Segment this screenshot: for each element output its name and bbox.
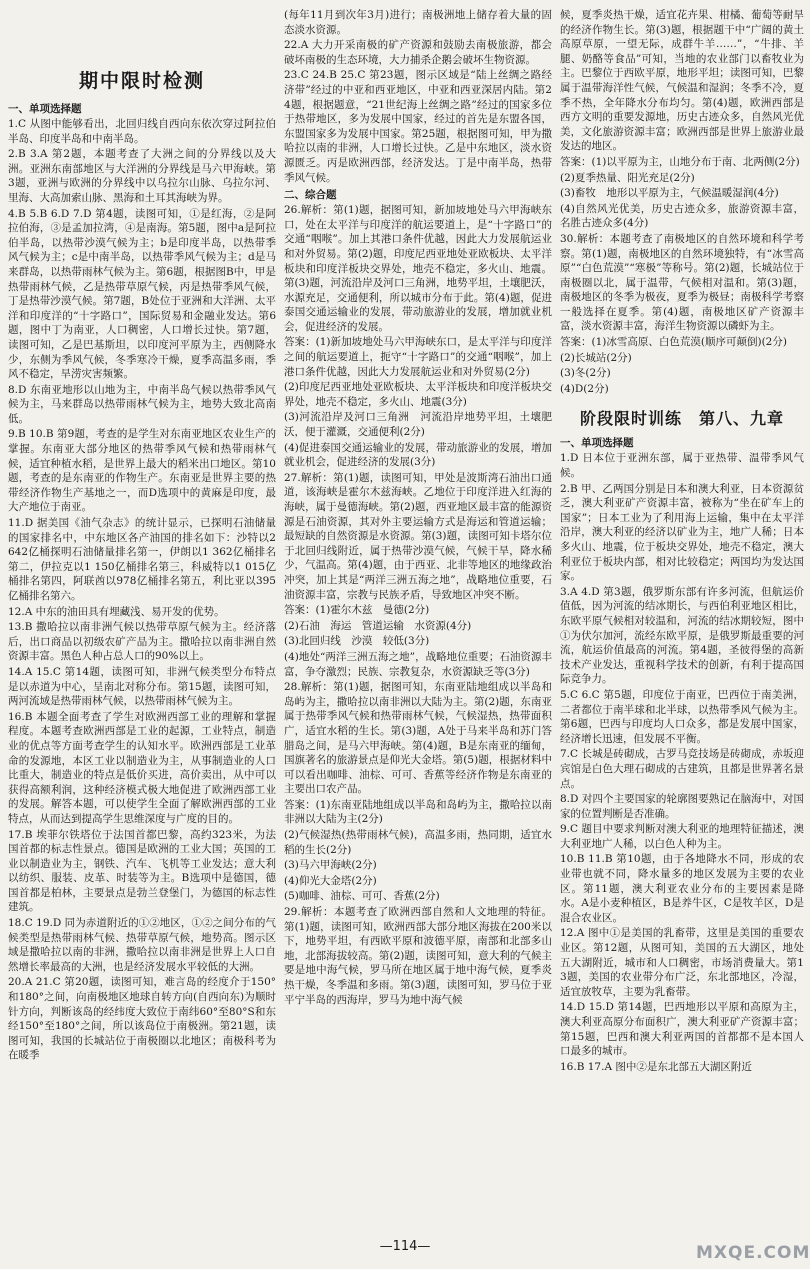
answer-paragraph: (2)气候湿热(热带雨林气候)，高温多雨，热同期，适宜水稻的生长(2分)	[284, 829, 552, 856]
answer-paragraph: (3)冬(2分)	[560, 367, 611, 380]
answer-paragraph: 3.A 4.D 第3题，俄罗斯东部有许多河流，但航运价值低，因为河流的结冰期长，与西伯利亚地区相比，东欧平原气候相对较温和，河流的结冰期较短，图中①为伏尔加河，流经东欧平原，是俄罗斯最重要的河流，航运价值最高的河流。第4题，圣彼得堡的高新技术产业发达，重视科学技术的创新，有利于提高国际竞争力。	[560, 585, 804, 686]
column-2-paragraphs	[284, 8, 552, 185]
answer-paragraph: 候，夏季炎热干燥，适宜花卉果、柑橘、葡萄等耐旱的经济作物生长。第(3)题，根据题干中“广阔的黄土高原草原，一望无际，成群牛羊……”，“牛排、羊腿、奶酪等食品”可知，当地的农业部门以畜牧业为主。巴黎位于西欧平原，地形平坦；读图可知，巴黎属于温带海洋性气候，气候温和湿润；冬季不冷，夏季不热，全年降水分布均匀。第(4)题，欧洲西部是西方文明的重要发源地，历史古迹众多，自然风光优美，文化旅游资源丰富；欧洲西部是世界上旅游业最发达的地区。	[560, 9, 804, 153]
stage-training-title: 阶段限时训练 第八、九章	[579, 409, 784, 429]
answer-paragraph: (5)咖啡、油棕、可可、香蕉(2分)	[284, 890, 440, 903]
answer-paragraph: 7.C 长城是砖砌成，古罗马竞技场是砖砌成，赤坂迎宾馆是白色大理石砌成的古建筑，且都是世界著名景点。	[560, 748, 804, 790]
answer-paragraph: 2.B 甲、乙两国分别是日本和澳大利亚，日本资源贫乏，澳大利亚矿产资源丰富，被称为“坐在矿车上的国家”；日本工业为了利用海上运输，集中在太平洋沿岸，澳大利亚的经济以矿业为主，地广人稀；日本多火山、地震，位于板块交界处，地壳不稳定，澳大利亚位于板块内部，相对比较稳定；两国均为发达国家。	[560, 482, 804, 583]
column-3	[560, 8, 804, 1233]
column-2-paragraphs-2	[284, 203, 552, 1007]
answer-paragraph: 5.C 6.C 第5题，印度位于南亚，巴西位于南美洲，二者都位于南半球和北半球，以热带季风气候为主。第6题，巴西与印度均人口众多，都是发展中国家，经济增长迅速，但发展不平衡。	[560, 688, 804, 745]
answer-paragraph: 12.A 图中①是美国的乳畜带，这里是美国的重要农业区。第12题，从图可知，美国的五大湖区，地处五大湖附近，城市和人口稠密，市场消费量大。第13题，美国的农业带分布广泛，东北部地区，冷湿，适宜放牧草，主要为乳畜带。	[560, 927, 804, 998]
answer-paragraph: 16.B 17.A 图中②是东北部五大湖区附近	[560, 1060, 752, 1073]
answer-paragraph: 26.解析：第(1)题，据图可知，新加坡地处马六甲海峡东口，处在太平洋与印度洋的航运要道上，是“十字路口”的交通“咽喉”。加上其港口条件优越，因此大力发展航运业和对外贸易。第(2)题，印度尼西亚地处亚欧板块、太平洋板块和印度洋板块交界处，地壳不稳定，多火山、地震。第(3)题，河流沿岸及河口三角洲，地势平坦，土壤肥沃，水源充足，交通便利，所以城市分布于此。第(4)题，促进泰国交通运输业的发展，带动旅游业的发展，增加就业机会，促进经济的发展。	[284, 204, 552, 333]
answer-paragraph: 18.C 19.D 同为赤道附近的①②地区，①②之间分布的气候类型是热带雨林气候、热带草原气候，地势高。图示区域是撒哈拉以南的非洲，撒哈拉以南非洲是世界上人口自然增长率最高的大洲，也是经济发展水平较低的大洲。	[8, 917, 276, 973]
answer-paragraph: 28.解析：第(1)题，据图可知，东南亚陆地组成以半岛和岛屿为主，撒哈拉以南非洲以大陆为主。第(2)题，东南亚属于热带季风气候和热带雨林气候，气候湿热，热带面积广，适宜水稻的生长。第(3)题，A处于马来半岛和苏门答腊岛之间，是马六甲海峡。第(4)题，B是东南亚的缅甸，国旗著名的旅游景点是仰光大金塔。第(5)题，根据材料中可以看出咖啡、油棕、可可、香蕉等经济作物是东南亚的主要出口农产品。	[284, 681, 552, 796]
page-number: —114—	[379, 1239, 431, 1254]
midterm-test-title: 期中限时检测	[78, 70, 205, 92]
answer-paragraph: (4)自然风光优美，历史古迹众多，旅游资源丰富，名胜古迹众多(4分)	[560, 202, 804, 230]
answer-paragraph: 答案：(1)以平原为主，山地分布于南、北两侧(2分)	[560, 155, 800, 168]
answer-paragraph: 30.解析：本题考查了南极地区的自然环境和科学考察。第(1)题，南极地区的自然环境独特，有“冰雪高原”“白色荒漠”“寒极”等称号。第(2)题，长城站位于南极圈以北，属于温带，气候相对温和。第(3)题，南极地区的冬季为极夜，夏季为极昼；南极科学考察一般选择在夏季。第(4)题，南极地区矿产资源丰富，淡水资源丰富，海洋生物资源以磷虾为主。	[560, 232, 804, 333]
answer-paragraph: 9.C 题目中要求判断对澳大利亚的地理特征描述，澳大利亚地广人稀，以白色人种为主。	[560, 823, 804, 850]
column-3-paragraphs-2	[560, 451, 804, 1074]
answer-paragraph: 22.A 大力开采南极的矿产资源和鼓励去南极旅游，都会破坏南极的生态环境，大力捕杀企鹅会破坏生物资源。	[284, 39, 552, 66]
column-1	[8, 8, 280, 1233]
section-heading-choice: 一、单项选择题	[8, 103, 82, 115]
answer-paragraph: (4)地处“两洋三洲五海之地”，战略地位重要；石油资源丰富，争夺激烈；民族、宗教复杂，水资源缺乏等(3分)	[284, 650, 552, 678]
column-2	[284, 8, 552, 1233]
answer-paragraph: 12.A 中东的油田具有埋藏浅、易开发的优势。	[8, 605, 225, 618]
answer-paragraph: 14.D 15.D 第14题，巴西地形以平原和高原为主，澳大利亚高原分布面积广，澳大利亚矿产资源丰富；第15题，巴西和澳大利亚两国的首都都不是本国人口最多的城市。	[560, 1001, 804, 1058]
answer-paragraph: (2)石油 海运 管道运输 水资源(4分)	[284, 619, 472, 632]
answer-paragraph: 答案：(1)冰雪高原、白色荒漠(顺序可颠倒)(2分)	[560, 336, 787, 349]
answer-paragraph: (3)畜牧 地形以平原为主，气候温暖湿润(4分)	[560, 187, 779, 200]
answer-paragraph: 2.B 3.A 第2题，本题考查了大洲之间的分界线以及大洲。亚洲东南部地区与大洋洲的分界线是马六甲海峡。第3题，亚洲与欧洲的分界线中以乌拉尔山脉、乌拉尔河、里海、大高加索山脉、黑海和土耳其海峡为界。	[8, 148, 276, 204]
answer-paragraph: 23.C 24.B 25.C 第23题，图示区域是“陆上丝绸之路经济带”经过的中亚和西亚地区，中亚和西亚深居内陆。第24题，根据题意，“21世纪海上丝绸之路”经过的国家多位于热带地区，多为发展中国家，经过的首先是东盟各国，东盟国家多为发展中国家。第25题，根据图可知，甲为撒哈拉以南的非洲，人口增长过快。乙是中东地区，淡水资源匮乏。丙是欧洲西部，经济发达。丁是中南半岛，热带季风气候。	[284, 69, 552, 184]
answer-paragraph: 8.D 东南亚地形以山地为主，中南半岛气候以热带季风气候为主，马来群岛以热带雨林气候为主，地势大致北高南低。	[8, 383, 276, 425]
answer-paragraph: (3)河流沿岸及河口三角洲 河流沿岸地势平坦，土壤肥沃，便于灌溉，交通便利(2分)	[284, 411, 552, 439]
answer-paragraph: 27.解析：第(1)题，读图可知，甲处是波斯湾石油出口通道，该海峡是霍尔木兹海峡。乙地位于印度洋进入红海的海峡，属于曼德海峡。第(2)题，西亚地区最丰富的能源资源是石油资源，其对外主要运输方式是海运和管道运输；最短缺的自然资源是水资源。第(3)题，读图可知卡塔尔位于北回归线附近，属于热带沙漠气候，气候干旱，降水稀少，气温高。第(4)题，由于西亚、北非等地区的地缘政治冲突，加上其是“两洋三洲五海之地”，战略地位重要，石油资源丰富，宗教与民族矛盾，导致地区冲突不断。	[284, 471, 552, 601]
answer-paragraph: (3)北回归线 沙漠 较低(3分)	[284, 635, 430, 648]
answer-paragraph: 13.B 撒哈拉以南非洲气候以热带草原气候为主。经济落后，出口商品以初级农矿产品为主。撒哈拉以南非洲自然资源丰富。黑色人种占总人口的90%以上。	[8, 621, 276, 663]
answer-paragraph: 16.B 本题全面考查了学生对欧洲西部工业的理解和掌握程度。本题考查欧洲西部是工业的起源，工业特点，制造业的优点等方面考查学生的认知水平。欧洲西部是工业革命的发源地，本区工业以制造业为主，从事制造业的人口比重大，制造业的特点是低价买进，高价卖出，从中可以获得高额利润，这种经济模式极大地促进了欧洲西部工业的发展。解答本题，可以使学生全面了解欧洲西部的工业特点，从而达到提高学生思维深度与广度的目的。	[8, 710, 276, 825]
answer-paragraph: 20.A 21.C 第20题，读图可知，难言岛的经度介于150°和180°之间，向南极地区地球自转方向(自西向东)为顺时针方向，判断该岛的经纬度大致位于南纬60°至80°S和东经150°至180°之间，所以该岛位于南极洲。第21题，读图可知，我国的长城站位于南极圈以北地区；南极科考为在暖季	[8, 976, 276, 1062]
answer-paragraph: 答案：(1)新加坡地处马六甲海峡东口，是太平洋与印度洋之间的航运要道上，扼守“十字路口”的交通“咽喉”，加上港口条件优越，因此大力发展航运业和对外贸易(2分)	[284, 336, 552, 378]
answer-paragraph: (4)D(2分)	[560, 382, 609, 395]
column-1-paragraphs	[8, 117, 280, 1063]
watermark-logo: MXQE.COM	[696, 1243, 810, 1263]
answer-paragraph: 4.B 5.B 6.D 7.D 第4题，读图可知，①是红海，②是阿拉伯海，③是孟加拉湾，④是南海。第5题，图中a是阿拉伯半岛，以热带沙漠气候为主；b是印度半岛，以热带季风气候为主；c是中南半岛，以热带季风气候为主；d是马来群岛，以热带雨林气候为主。第6题，根据图B中，甲是热带雨林气候，乙是热带草原气候，丙是热带季风气候，丁是热带沙漠气候。第7题，B处位于亚洲和大洋洲、太平洋和印度洋的“十字路口”，国际贸易和金融业发达。第6题，图中丁为南亚，人口稠密，人口增长过快。第7题，读图可知，乙是巴基斯坦，以印度河平原为主，西侧降水少，东侧为季风气候，冬季寒冷干燥，夏季高温多雨，季风不稳定，旱涝灾害频繁。	[8, 207, 276, 381]
answer-paragraph: (2)长城站(2分)	[560, 351, 632, 364]
answer-paragraph: 14.A 15.C 第14题，读图可知，非洲气候类型分布特点是以赤道为中心，呈南北对称分布。第15题，读图可知，两河流域是热带雨林气候，以热带雨林气候为主。	[8, 665, 276, 708]
answer-paragraph: 29.解析：本题考查了欧洲西部自然和人文地理的特征。第(1)题，读图可知，欧洲西部大部分地区海拔在200米以下，地势平坦，有西欧平原和波德平原，南部和北部多山地，北部海拔较高。第(2)题，读图可知，意大利的气候主要是地中海气候，罗马所在地区属于地中海气候，夏季炎热干燥，冬季温和多雨。第(3)题，读图可知，罗马位于亚平宁半岛的西海岸，罗马为地中海气候	[284, 906, 552, 1006]
answer-paragraph: 答案：(1)霍尔木兹 曼德(2分)	[284, 604, 430, 617]
column-3-paragraphs	[560, 8, 804, 396]
answer-paragraph: (4)仰光大金塔(2分)	[284, 874, 377, 887]
answer-paragraph: (4)促进泰国交通运输业的发展，带动旅游业的发展，增加就业机会，促进经济的发展(3分)	[284, 441, 552, 469]
answer-paragraph: (2)印度尼西亚地处亚欧板块、太平洋板块和印度洋板块交界处，地壳不稳定，多火山、地震(3分)	[284, 381, 552, 408]
answer-paragraph: 8.D 对四个主要国家的轮廓图要熟记在脑海中，对国家的位置判断是否准确。	[560, 793, 804, 820]
answer-paragraph: (3)马六甲海峡(2分)	[284, 859, 377, 872]
answer-paragraph: (每年11月到次年3月)进行；南极洲地上储存着大量的固态淡水资源。	[284, 9, 552, 36]
section-heading-choice-2: 一、单项选择题	[560, 437, 634, 450]
answer-paragraph: 1.C 从图中能够看出，北回归线自西向东依次穿过阿拉伯半岛、印度半岛和中南半岛。	[8, 118, 276, 145]
answer-paragraph: 9.B 10.B 第9题，考查的是学生对东南亚地区农业生产的掌握。东南亚大部分地区的热带季风气候和热带雨林气候，适宜种植水稻，是世界上最大的稻米出口地区。第10题，考查的是东南亚的作物生产。东南亚是世界主要的热带经济作物生产基地之一，而D选项中的黄麻是印度，最大产地位于南亚。	[8, 428, 276, 514]
answer-paragraph: 17.B 埃菲尔铁塔位于法国首都巴黎，高约323米，为法国首都的标志性景点。德国是欧洲的工业大国；英国的工业以制造业为主，钢铁、汽车、飞机等工业发达；意大利以纺织、服装、皮革、时装等为主。B选项中是德国，德国首都是柏林，主要景点是勃兰登堡门，为德国的标志性建筑。	[8, 828, 276, 914]
answer-paragraph: (2)夏季热量、阳光充足(2分)	[560, 171, 695, 184]
answer-paragraph: 1.D 日本位于亚洲东部，属于亚热带、温带季风气候。	[560, 452, 804, 480]
answer-paragraph: 10.B 11.B 第10题，由于各地降水不同，形成的农业带也就不同，降水量多的地区发展为主要的农业区。第11题，澳大利亚农业分布的主要因素是降水。A是小麦种植区，B是养牛区，C是牧羊区，D是混合农业区。	[560, 853, 804, 924]
section-heading-comprehensive: 二、综合题	[284, 189, 337, 202]
answer-paragraph: 答案：(1)东南亚陆地组成以半岛和岛屿为主，撒哈拉以南非洲以大陆为主(2分)	[284, 798, 552, 826]
answer-paragraph: 11.D 据美国《油气杂志》的统计显示，已探明石油储量的国家排名中，中东地区各产油国的排名如下：沙特以2 642亿桶探明石油储量排名第一，伊朗以1 362亿桶排名第二，伊拉克以1 150亿桶排名第三，科威特以1 015亿桶排名第四，阿联酋以978亿桶排名第五，利比亚以395亿桶排名第六。	[8, 517, 280, 602]
